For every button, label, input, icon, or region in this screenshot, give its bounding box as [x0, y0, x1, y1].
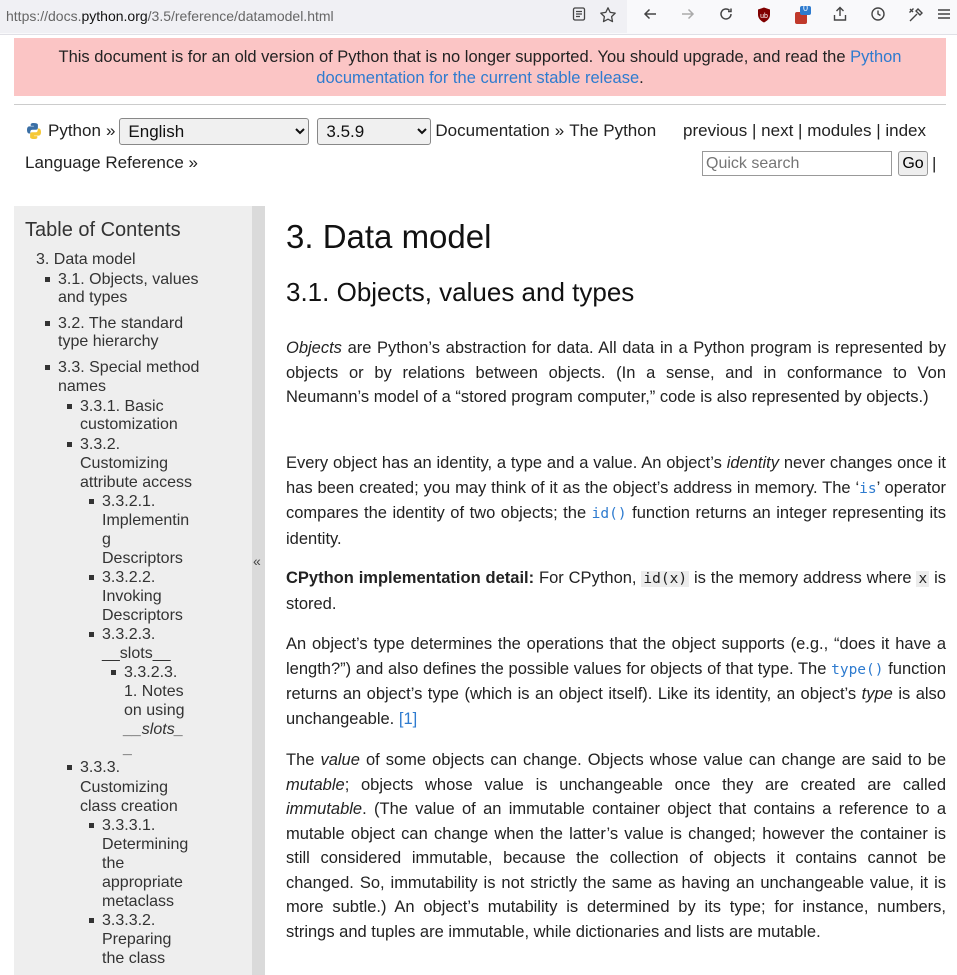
- paragraph-text: An object’s type determines the operations that the object supports (e.g., “does it have a length?”) and also defines the possible values for objects of that type. The: [286, 635, 946, 678]
- toc-item[interactable]: 3.2. The standard: [58, 315, 184, 332]
- sidebar-toc: [14, 206, 252, 975]
- toc-item[interactable]: 3.3.2.1.: [102, 493, 156, 510]
- modules-link[interactable]: modules: [807, 121, 872, 140]
- nav-pipe: |: [752, 121, 757, 140]
- toc-bullet: [111, 670, 116, 675]
- toc-item[interactable]: Invoking: [102, 588, 162, 605]
- toc-item[interactable]: 1. Notes: [124, 683, 184, 700]
- paragraph-text: ; objects whose value is unchangeable once they are created are called: [344, 775, 946, 794]
- toc-item[interactable]: 3.3.3.: [80, 759, 121, 776]
- bookmark-star-icon[interactable]: [598, 6, 618, 26]
- toc-item[interactable]: type hierarchy: [58, 333, 159, 350]
- address-bar[interactable]: [0, 0, 627, 33]
- toc-item[interactable]: __slots_: [124, 721, 184, 738]
- breadcrumb-separator: »: [554, 121, 565, 140]
- reload-icon[interactable]: [716, 6, 736, 26]
- section-heading: 3.1. Objects, values and types: [286, 277, 635, 307]
- reader-view-icon[interactable]: [569, 6, 589, 26]
- term-mutable: mutable: [286, 775, 345, 794]
- toc-item[interactable]: 3.3.1. Basic: [80, 398, 164, 415]
- toc-item[interactable]: attribute access: [80, 474, 193, 491]
- previous-link[interactable]: previous: [683, 121, 748, 140]
- next-link[interactable]: next: [761, 121, 794, 140]
- url-text[interactable]: [6, 8, 334, 24]
- term-immutable: immutable: [286, 800, 363, 818]
- paragraph-text: Every object has an identity, a type and a value. An object’s: [286, 454, 727, 472]
- toc-item[interactable]: _: [124, 740, 133, 757]
- code-id-x: id(x): [643, 571, 688, 587]
- banner-period: .: [639, 69, 644, 87]
- breadcrumb-language-reference[interactable]: The Python: [569, 121, 657, 140]
- toc-bullet: [45, 365, 50, 370]
- paragraph-text: is stored.: [286, 569, 946, 613]
- outdated-version-banner: [14, 38, 946, 96]
- divider: [14, 104, 946, 105]
- paragraph-text: of some objects can change. Objects whose value can change are said to be: [359, 751, 946, 769]
- code-x: x: [918, 571, 928, 587]
- toc-item[interactable]: 3.1. Objects, values: [58, 271, 199, 288]
- sidebar-collapse-button[interactable]: [252, 206, 265, 975]
- breadcrumb-line-2[interactable]: Language Reference »: [25, 153, 198, 172]
- term-objects: Objects: [286, 339, 342, 357]
- cpython-detail-label: CPython implementation detail:: [286, 569, 535, 587]
- toc-item[interactable]: 3.3.2.3.: [124, 664, 178, 681]
- back-arrow-icon[interactable]: [640, 6, 660, 26]
- toc-bullet: [89, 823, 94, 828]
- related-nav-links: [683, 121, 926, 141]
- toc-item[interactable]: 3.3.3.1.: [102, 817, 156, 834]
- url-host: python.org: [81, 8, 148, 24]
- nav-pipe: |: [876, 121, 881, 140]
- paragraph-text: is also unchangeable.: [286, 685, 946, 728]
- paragraph-value: [286, 748, 946, 944]
- breadcrumb-separator: »: [105, 121, 116, 140]
- quick-search: [702, 151, 936, 176]
- python-logo-icon: [25, 122, 43, 140]
- toc-item[interactable]: the: [102, 855, 125, 872]
- toc-item[interactable]: Descriptors: [102, 550, 183, 567]
- term-identity: identity: [726, 454, 779, 472]
- toc-item[interactable]: customization: [80, 416, 178, 433]
- extension-icon[interactable]: [792, 3, 812, 26]
- page-title: 3. Data model: [286, 218, 492, 255]
- toc-item[interactable]: class creation: [80, 798, 178, 815]
- toc-bullet: [67, 442, 72, 447]
- index-link[interactable]: index: [885, 121, 926, 140]
- menu-icon[interactable]: [934, 6, 954, 26]
- toc-bullet: [67, 404, 72, 409]
- id-function-link[interactable]: id(): [591, 506, 627, 522]
- toc-item[interactable]: 3.3. Special method: [58, 359, 200, 376]
- history-clock-icon[interactable]: [868, 6, 888, 26]
- type-function-link[interactable]: type(): [831, 661, 884, 678]
- url-path: /3.5/reference/datamodel.html: [147, 8, 334, 24]
- toc-item[interactable]: Determining: [102, 836, 189, 853]
- toc-item[interactable]: __slots__: [102, 645, 171, 662]
- toc-item[interactable]: 3. Data model: [36, 251, 136, 268]
- breadcrumb: [25, 116, 656, 146]
- toc-bullet: [89, 575, 94, 580]
- toc-bullet: [89, 499, 94, 504]
- banner-stable-docs-link[interactable]: Python documentation for the current stable release: [316, 48, 902, 87]
- nav-pipe: |: [798, 121, 803, 140]
- paragraph-text: are Python’s abstraction for data. All data in a Python program is represented by objects or by relations between objects. (In a sense, and in conformance to Von Neumann’s model of a “stored program computer,” code is also represented by objects.): [286, 339, 946, 406]
- banner-text: This document is for an old version of Python that is no longer supported. You should upgrade, and read the: [58, 48, 851, 66]
- toc-item[interactable]: Implementin: [102, 512, 190, 529]
- extension-badge: 0: [803, 3, 809, 13]
- paragraph-text: . (The value of an immutable container object that contains a reference to a mutable object can change when the latter’s value is changed; however the container is still considered immutable, because the collection of objects it contains cannot be changed. So, immutability is not strictly the same as having an unchangeable value, it is more subtle.) An object’s mutability is determined by its type; for instance, numbers, strings and tuples are immutable, while dictionaries and lists are mutable.: [286, 800, 946, 941]
- toc-item[interactable]: 3.3.2.: [80, 436, 121, 453]
- paragraph-text: ’ operator compares the identity of two objects; the: [286, 478, 947, 522]
- breadcrumb-python[interactable]: Python: [48, 121, 101, 140]
- toc-item[interactable]: Descriptors: [102, 607, 183, 624]
- tools-icon[interactable]: [906, 6, 926, 26]
- version-select[interactable]: [317, 118, 431, 145]
- toc-bullet: [45, 277, 50, 282]
- toc-item[interactable]: metaclass: [102, 893, 175, 910]
- paragraph-text: function returns an integer representing its identity.: [286, 504, 946, 548]
- browser-toolbar: [0, 0, 957, 35]
- url-prefix: https://docs.: [6, 8, 82, 24]
- term-type: type: [861, 685, 893, 703]
- toc-item[interactable]: Customizing: [80, 779, 169, 796]
- paragraph-objects: [286, 336, 946, 410]
- paragraph-text: is the memory address where: [689, 569, 917, 587]
- is-operator-link[interactable]: is: [859, 480, 877, 497]
- paragraph-identity: [286, 451, 946, 551]
- toc-bullet: [89, 918, 94, 923]
- toc-item[interactable]: appropriate: [102, 874, 183, 891]
- toc-item[interactable]: Preparing: [102, 931, 172, 948]
- paragraph-text: For CPython,: [534, 569, 642, 587]
- toc-item[interactable]: and types: [58, 289, 128, 306]
- toc-item[interactable]: 3.3.2.3.: [102, 626, 156, 643]
- toc-title: Table of Contents: [25, 219, 181, 241]
- footnote-link[interactable]: [1]: [398, 709, 418, 728]
- toc-bullet: [67, 765, 72, 770]
- paragraph-text: The: [286, 751, 321, 769]
- toc-item[interactable]: g: [102, 531, 111, 548]
- forward-arrow-icon[interactable]: [678, 6, 698, 26]
- toc-item[interactable]: names: [58, 378, 107, 395]
- term-value: value: [320, 751, 360, 769]
- share-icon[interactable]: [830, 6, 850, 26]
- toc-item[interactable]: on using: [124, 702, 185, 719]
- breadcrumb-documentation[interactable]: Documentation: [435, 121, 550, 140]
- ublock-shield-icon[interactable]: [754, 6, 774, 26]
- language-select[interactable]: [119, 118, 309, 145]
- go-button[interactable]: Go: [898, 151, 928, 176]
- paragraph-text: function returns an object’s type (which is an object itself). Like its identity, an object’s: [286, 659, 946, 703]
- cpython-detail-note: [286, 566, 946, 616]
- paragraph-type: [286, 632, 946, 731]
- search-pipe: |: [932, 153, 937, 173]
- toc-bullet: [45, 321, 50, 326]
- toc-item[interactable]: 3.3.2.2.: [102, 569, 156, 586]
- paragraph-text: never changes once it has been created; you may think of it as the object’s address in memory. The ‘: [286, 454, 946, 497]
- toc-bullet: [89, 632, 94, 637]
- collapse-chevron-icon: «: [253, 553, 261, 569]
- toc-item[interactable]: the class: [102, 950, 166, 967]
- svg-text:ub: ub: [760, 13, 768, 20]
- search-input[interactable]: [702, 151, 892, 176]
- toc-item[interactable]: Customizing: [80, 455, 169, 472]
- toc-item[interactable]: 3.3.3.2.: [102, 912, 156, 929]
